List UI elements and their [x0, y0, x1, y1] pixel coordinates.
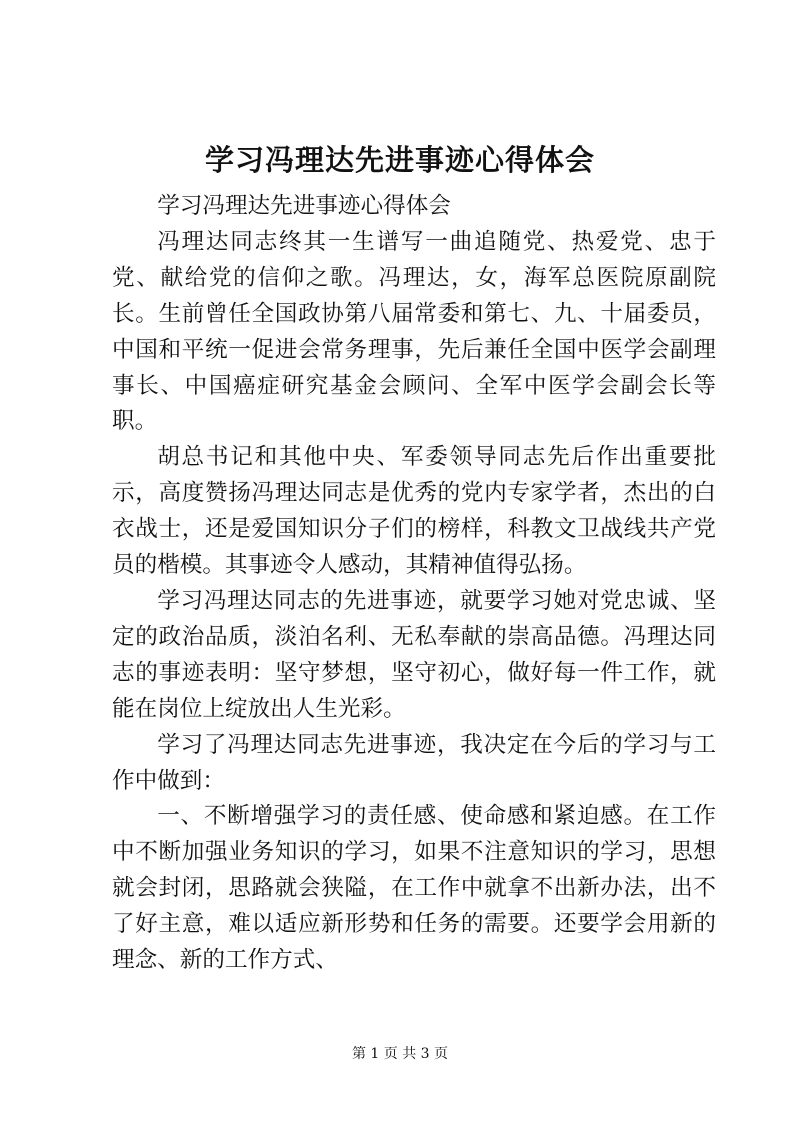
- paragraph-2: 胡总书记和其他中央、军委领导同志先后作出重要批示，高度赞扬冯理达同志是优秀的党内专家学者，杰出的白衣战士，还是爱国知识分子们的榜样，科教文卫战线共产党员的楷模。其事迹令人感动，其精神值得弘扬。: [112, 444, 716, 579]
- page-number-footer: 第 1 页 共 3 页: [351, 1046, 449, 1062]
- paragraph-subtitle: 学习冯理达先进事迹心得体会: [157, 193, 451, 219]
- paragraph-3: 学习冯理达同志的先进事迹，就要学习她对党忠诚、坚定的政治品质，淡泊名利、无私奉献的崇高品德。冯理达同志的事迹表明：坚守梦想，坚守初心，做好每一件工作，就能在岗位上绽放出人生光彩。: [112, 587, 716, 722]
- paragraph-5: 一、不断增强学习的责任感、使命感和紧迫感。在工作中不断加强业务知识的学习，如果不注意知识的学习，思想就会封闭，思路就会狭隘，在工作中就拿不出新办法，出不了好主意，难以适应新形势和任务的需要。还要学会用新的理念、新的工作方式、: [112, 803, 716, 974]
- paragraph-1: 冯理达同志终其一生谱写一曲追随党、热爱党、忠于党、献给党的信仰之歌。冯理达，女，海军总医院原副院长。生前曾任全国政协第八届常委和第七、九、十届委员，中国和平统一促进会常务理事，先后兼任全国中医学会副理事长、中国癌症研究基金会顾问、全军中医学会副会长等职。: [112, 228, 716, 435]
- document-title: 学习冯理达先进事迹心得体会: [204, 143, 595, 177]
- document-body: [112, 189, 716, 979]
- paragraph-4: 学习了冯理达同志先进事迹，我决定在今后的学习与工作中做到：: [112, 731, 716, 794]
